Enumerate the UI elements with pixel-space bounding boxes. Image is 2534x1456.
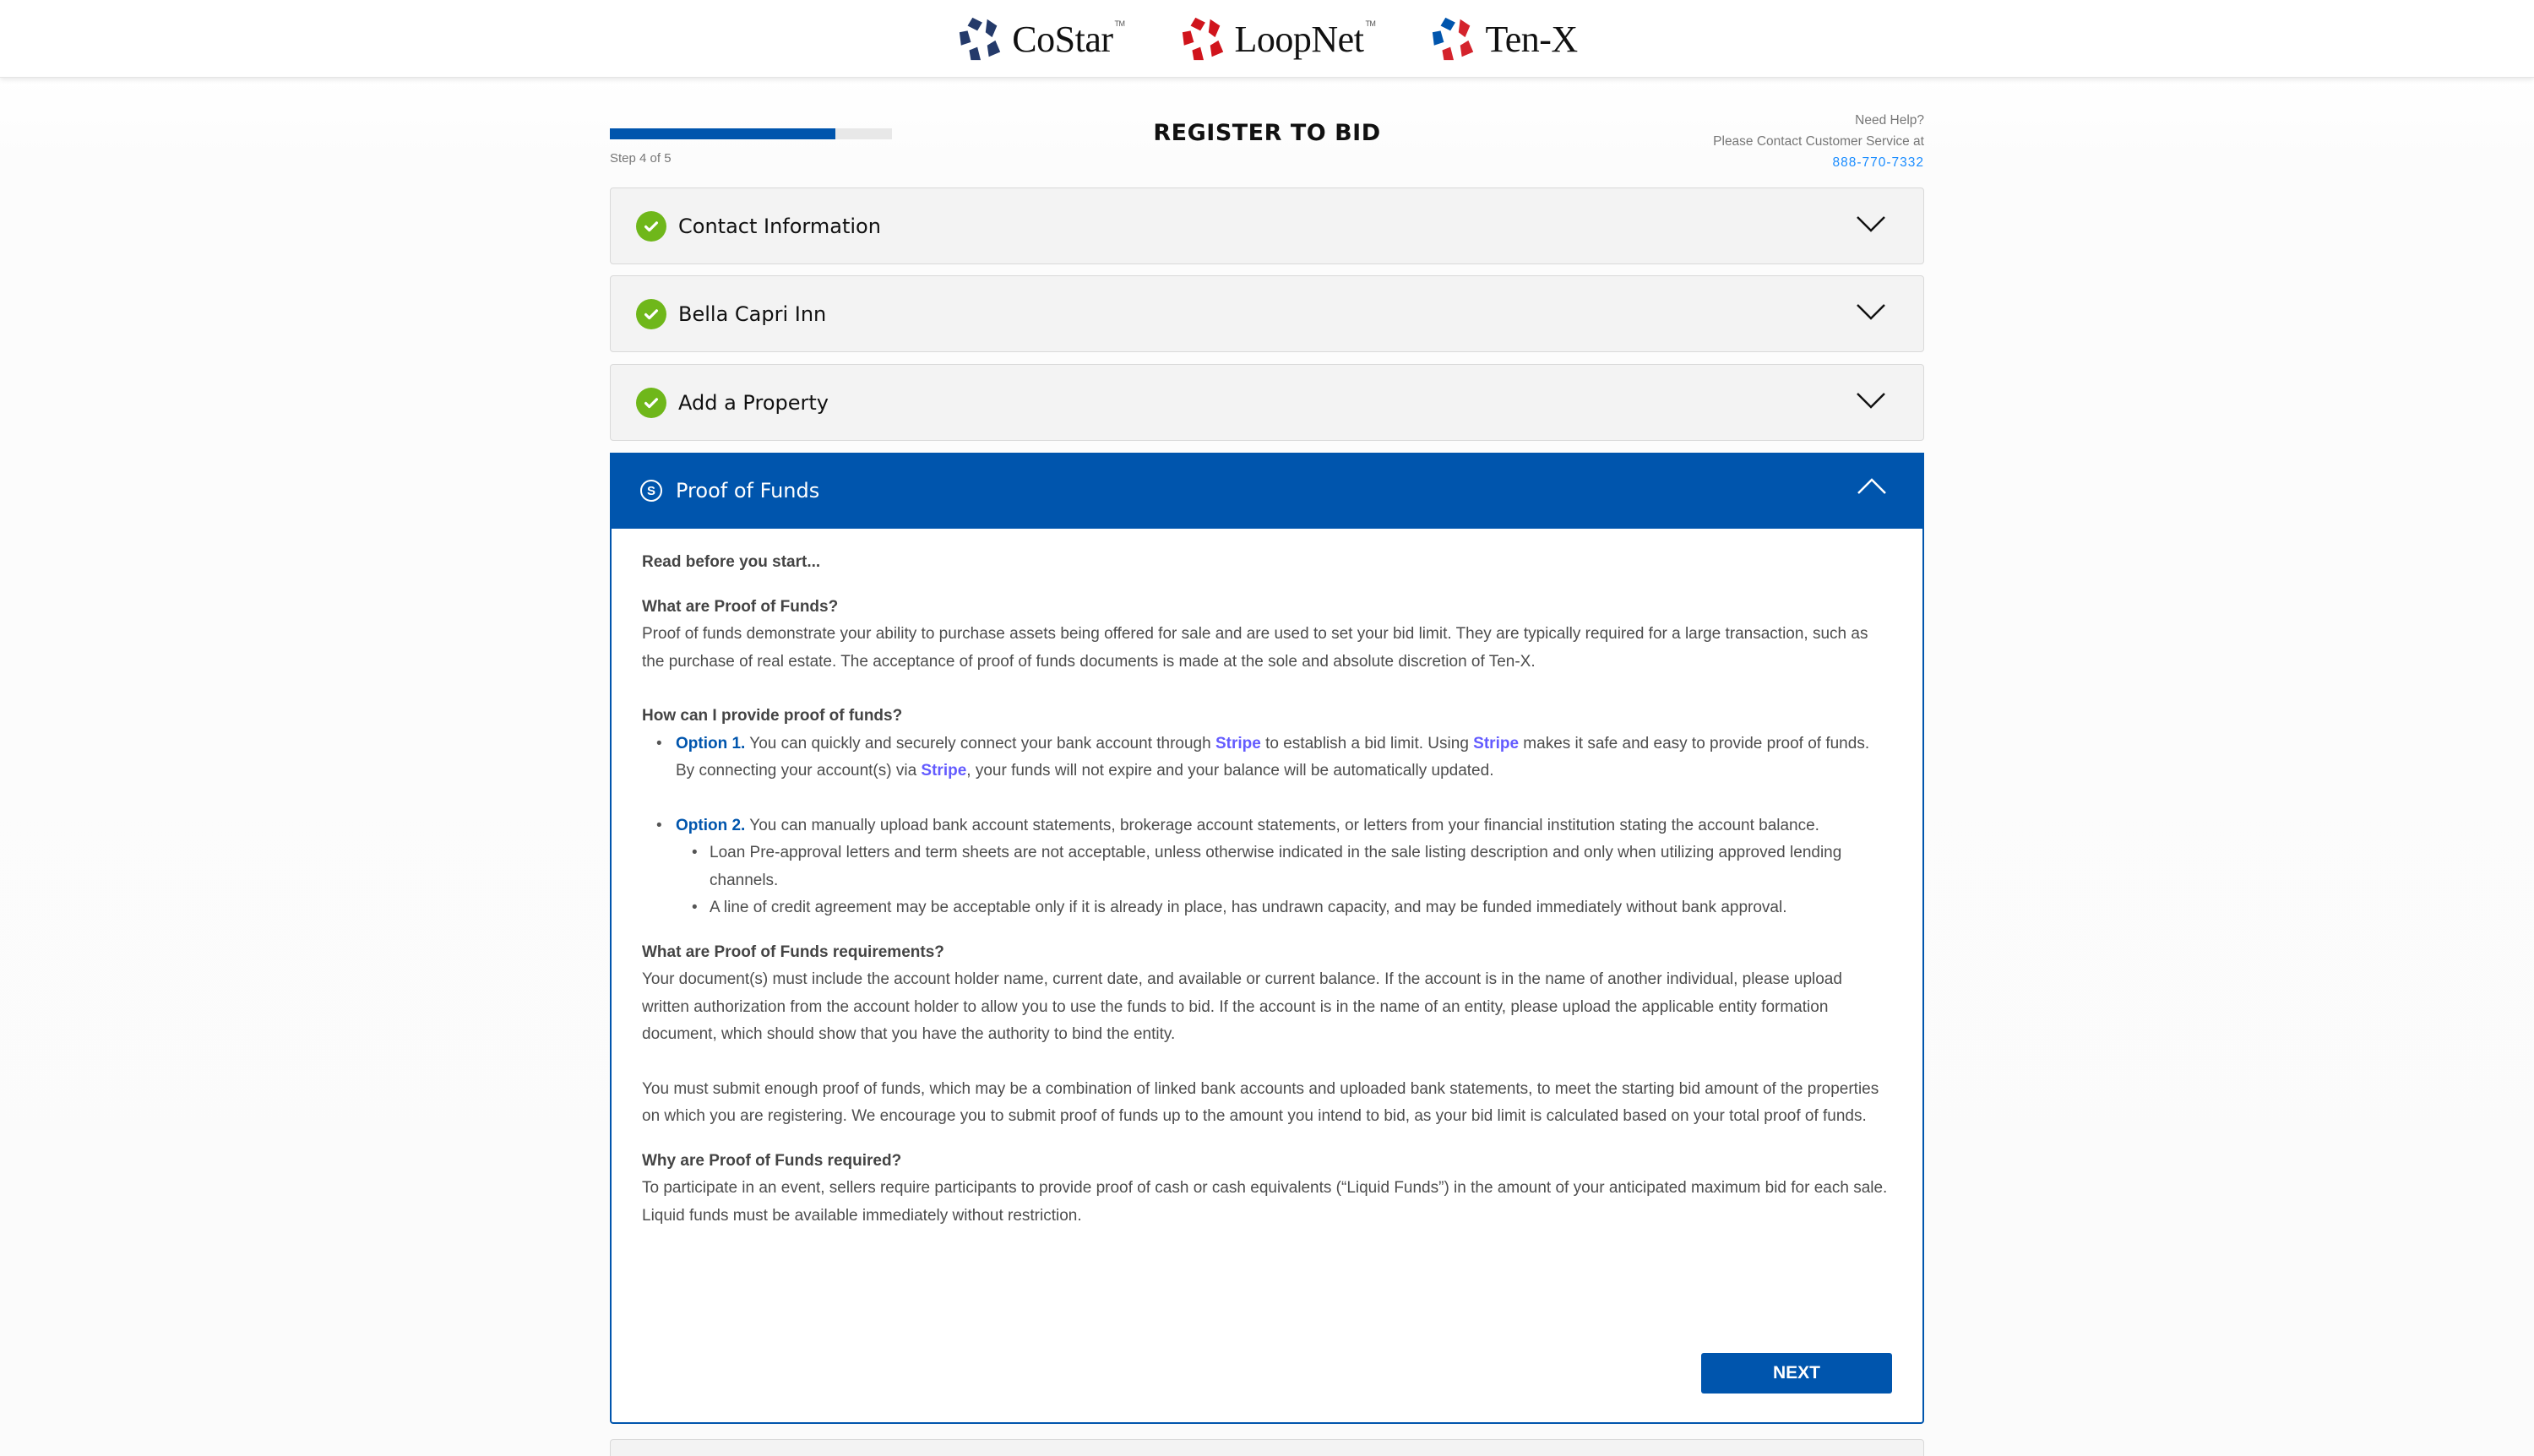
accordion-title: Proof of Funds	[676, 479, 820, 503]
why-body: To participate in an event, sellers require participants to provide proof of cash or cash equivalents (“Liquid Funds”) in the amount of your anticipated maximum bid for each sale. Liquid funds must be available immediately without restriction.	[642, 1179, 1888, 1225]
option-1-text: , your funds will not expire and your balance will be automatically updated.	[966, 762, 1494, 780]
accordion-title: Contact Information	[678, 214, 881, 238]
brand-logos	[0, 0, 2534, 78]
option-1-text: to establish a bid limit. Using	[1260, 734, 1474, 752]
proof-of-funds-content	[642, 549, 1892, 1230]
accordion-title: Add a Property	[678, 390, 829, 415]
what-heading: What are Proof of Funds?	[642, 597, 839, 616]
accordion-bella-capri-inn[interactable]	[610, 275, 1924, 352]
step-label: Step 4 of 5	[610, 151, 672, 166]
option-2-label: Option 2.	[676, 816, 746, 834]
requirements-body: Your document(s) must include the account holder name, current date, and available or current balance. If the account is in the name of another individual, please upload written authorization from the account holder to allow you to use the funds to bid. If the account is in the name of an entity, please upload the applicable entity formation document, which should show that you have the authority to bind the entity.	[642, 970, 1842, 1043]
check-circle-icon	[636, 299, 666, 329]
accordion-contact-information[interactable]	[610, 187, 1924, 264]
costar-tm: TM	[1114, 19, 1125, 28]
dollar-circle-icon: S	[640, 480, 662, 502]
submit-guidance-body: You must submit enough proof of funds, which may be a combination of linked bank accounts and uploaded bank statements, to meet the starting bid amount of the properties on which you are registering. We encourage you to submit proof of funds up to the amount you intend to bid, as your bid limit is calculated based on your total proof of funds.	[642, 1079, 1879, 1125]
next-button[interactable]: NEXT	[1701, 1353, 1892, 1394]
brand-header	[0, 0, 2534, 78]
customer-service-phone-link[interactable]: 888-770-7332	[1832, 155, 1924, 170]
help-contact	[1713, 110, 1924, 173]
stripe-link[interactable]: Stripe	[1215, 734, 1261, 752]
check-circle-icon	[636, 211, 666, 242]
what-body: Proof of funds demonstrate your ability to purchase assets being offered for sale and are used to set your bid limit. They are typically required for a large transaction, such as the purchase of real estate. The acceptance of proof of funds documents is made at the sole and absolute discretion of Ten-X.	[642, 625, 1868, 671]
costar-star-icon	[956, 14, 1005, 63]
help-text: Please Contact Customer Service at	[1713, 134, 1924, 149]
help-heading: Need Help?	[1855, 113, 1924, 128]
tenx-name: Ten-X	[1485, 18, 1578, 60]
costar-name: CoStar	[1012, 18, 1113, 60]
loopnet-name: LoopNet	[1234, 18, 1364, 60]
option-1-text: makes it safe and easy to provide proof of funds. By connecting your account(s) via	[676, 734, 1870, 780]
tenx-star-icon	[1429, 14, 1478, 63]
stripe-link[interactable]: Stripe	[921, 762, 967, 780]
loopnet-tm: TM	[1365, 19, 1376, 28]
option-1-label: Option 1.	[676, 734, 746, 752]
chevron-up-icon[interactable]	[1857, 476, 1887, 497]
tenx-logo[interactable]	[1429, 14, 1577, 63]
loopnet-star-icon	[1179, 14, 1228, 63]
option-2-subitems	[676, 839, 1892, 922]
accordion-title: Bella Capri Inn	[678, 302, 827, 326]
option-2-subitem: • A line of credit agreement may be acceptable only if it is already in place, has undrawn capacity, and may be funded immediately without bank approval.	[676, 894, 1892, 922]
option-2-text: You can manually upload bank account statements, brokerage account statements, or letters from your financial institution stating the account balance.	[745, 816, 1819, 834]
option-1-text: You can quickly and securely connect your bank account through	[745, 734, 1215, 752]
chevron-down-icon[interactable]	[1856, 390, 1886, 410]
check-circle-icon	[636, 388, 666, 418]
option-1-item	[642, 731, 1892, 785]
costar-logo[interactable]	[956, 14, 1124, 63]
option-2-subitem: • Loan Pre-approval letters and term sheets are not acceptable, unless otherwise indicated in the sale listing description and only when utilizing approved lending channels.	[676, 839, 1892, 894]
option-2-item	[642, 812, 1892, 922]
how-heading: How can I provide proof of funds?	[642, 707, 903, 725]
why-heading: Why are Proof of Funds required?	[642, 1151, 902, 1170]
requirements-heading: What are Proof of Funds requirements?	[642, 943, 944, 961]
page-title: REGISTER TO BID	[1153, 120, 1381, 146]
accordion-add-a-property[interactable]	[610, 364, 1924, 441]
options-list	[642, 731, 1892, 922]
accordion-next-step[interactable]	[610, 1439, 1924, 1456]
chevron-down-icon[interactable]	[1856, 214, 1886, 234]
proof-of-funds-header[interactable]	[610, 453, 1924, 529]
accordion-proof-of-funds	[610, 453, 1924, 1424]
stripe-link[interactable]: Stripe	[1473, 734, 1520, 752]
chevron-down-icon[interactable]	[1856, 302, 1886, 322]
intro-heading: Read before you start...	[642, 553, 821, 571]
loopnet-logo[interactable]	[1179, 14, 1376, 63]
